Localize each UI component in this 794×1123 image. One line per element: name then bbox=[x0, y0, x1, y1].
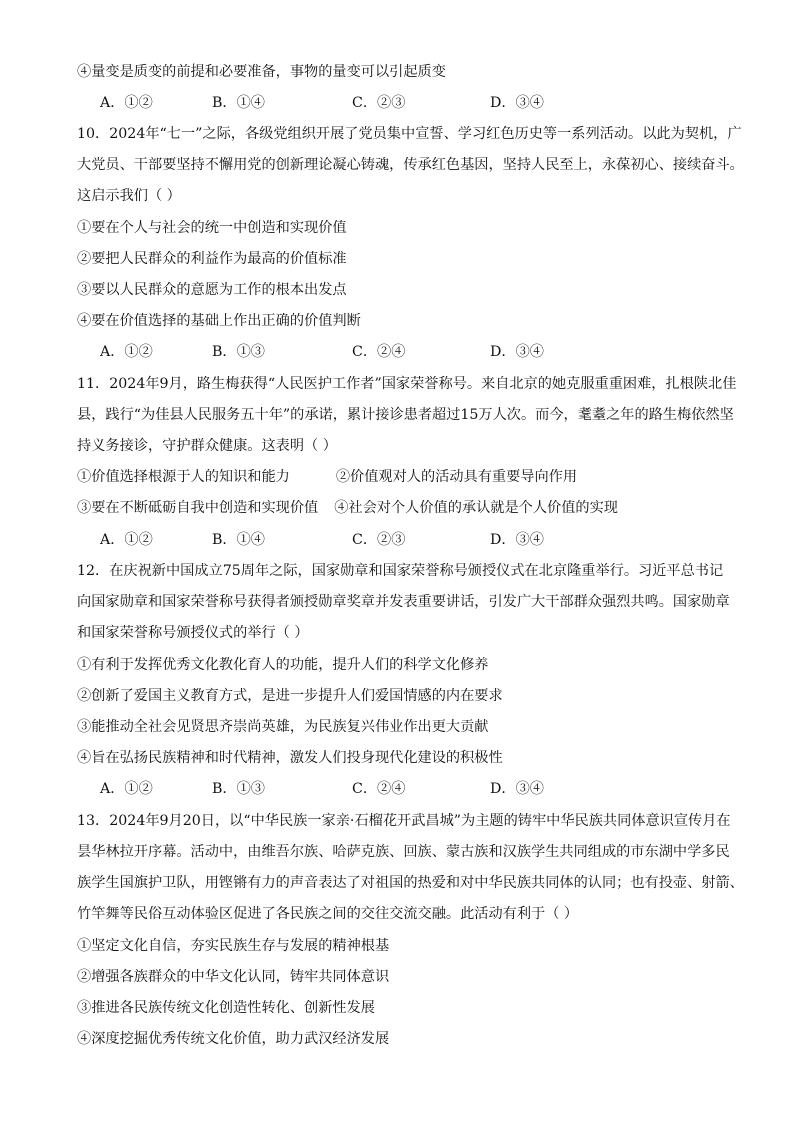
option-b[interactable]: B．①④ bbox=[212, 95, 265, 111]
q12-stem-line-2: 向国家勋章和国家荣誉称号获得者颁授勋章奖章并发表重要讲话，引发广大干部群众强烈共鸣。国家勋章 bbox=[77, 594, 730, 610]
q12-stem-line-3: 和国家荣誉称号颁授仪式的举行（ ） bbox=[77, 625, 309, 641]
q10-item-4: ④要在价值选择的基础上作出正确的价值判断 bbox=[77, 313, 361, 329]
q11-items-row-2 bbox=[77, 498, 618, 518]
option-a[interactable]: A．①② bbox=[100, 532, 153, 548]
option-b[interactable]: B．①③ bbox=[212, 781, 265, 797]
q13-item-4: ④深度挖掘优秀传统文化价值，助力武汉经济发展 bbox=[77, 1031, 390, 1047]
q11-stem-line-1: 11．2024年9月，路生梅获得“人民医护工作者”国家荣誉称号。来自北京的她克服重重困难，扎根陕北佳 bbox=[77, 376, 737, 392]
q10-stem-line-1: 10．2024年“七一”之际，各级党组织开展了党员集中宣誓、学习红色历史等一系列活动。以此为契机，广 bbox=[77, 126, 742, 142]
q11-item-3: ③要在不断砥砺自我中创造和实现价值 bbox=[77, 500, 319, 516]
q13-item-2: ②增强各族群众的中华文化认同，铸牢共同体意识 bbox=[77, 969, 390, 985]
q12-options bbox=[100, 779, 700, 799]
option-d[interactable]: D．③④ bbox=[490, 781, 544, 797]
option-c[interactable]: C．②④ bbox=[352, 344, 406, 360]
q11-item-2: ②价值观对人的活动具有重要导向作用 bbox=[335, 469, 578, 485]
q12-item-1: ①有利于发挥优秀文化教化育人的功能，提升人们的科学文化修养 bbox=[77, 657, 489, 673]
option-d[interactable]: D．③④ bbox=[490, 95, 544, 111]
prev-question-options bbox=[100, 93, 700, 113]
q12-item-4: ④旨在弘扬民族精神和时代精神，激发人们投身现代化建设的积极性 bbox=[77, 750, 503, 766]
q11-stem-line-2: 县，践行“为佳县人民服务五十年”的承诺，累计接诊患者超过15万人次。而今，耄耋之年的路生梅依然坚 bbox=[77, 407, 734, 423]
q13-item-3: ③推进各民族传统文化创造性转化、创新性发展 bbox=[77, 1000, 375, 1016]
q11-item-4: ④社会对个人价值的承认就是个人价值的实现 bbox=[334, 500, 618, 516]
q11-items-row-1 bbox=[77, 467, 577, 487]
q12-stem-line-1: 12．在庆祝新中国成立75周年之际，国家勋章和国家荣誉称号颁授仪式在北京隆重举行。习近平总书记 bbox=[77, 563, 724, 579]
q11-item-1: ①价值选择根源于人的知识和能力 bbox=[77, 469, 290, 485]
q13-stem-line-3: 族学生国旗护卫队，用铿锵有力的声音表达了对祖国的热爱和对中华民族共同体的认同；也有投壶、射箭、 bbox=[77, 875, 744, 891]
q10-item-2: ②要把人民群众的利益作为最高的价值标准 bbox=[77, 251, 347, 267]
option-c[interactable]: C．②④ bbox=[352, 781, 406, 797]
q13-stem-line-2: 昙华林拉开序幕。活动中，由维吾尔族、哈萨克族、回族、蒙古族和汉族学生共同组成的市东湖中学多民 bbox=[77, 844, 730, 860]
q13-item-1: ①坚定文化自信，夯实民族生存与发展的精神根基 bbox=[77, 938, 390, 954]
option-a[interactable]: A．①② bbox=[100, 781, 153, 797]
option-d[interactable]: D．③④ bbox=[490, 344, 544, 360]
option-d[interactable]: D．③④ bbox=[490, 532, 544, 548]
q10-options bbox=[100, 342, 700, 362]
q11-stem-line-3: 持义务接诊，守护群众健康。这表明（ ） bbox=[77, 438, 337, 454]
q10-stem-line-2: 大党员、干部要坚持不懈用党的创新理论凝心铸魂，传承红色基因，坚持人民至上，永葆初心、接续奋斗。 bbox=[77, 157, 744, 173]
q12-item-2: ②创新了爱国主义教育方式，是进一步提升人们爱国情感的内在要求 bbox=[77, 688, 503, 704]
q10-stem-line-3: 这启示我们（ ） bbox=[77, 188, 181, 204]
prev-question-item-4: ④量变是质变的前提和必要准备，事物的量变可以引起质变 bbox=[77, 64, 446, 80]
q13-stem-line-1: 13．2024年9月20日，以“中华民族一家亲·石榴花开武昌城”为主题的铸牢中华民族共同体意识宣传月在 bbox=[77, 813, 731, 829]
option-b[interactable]: B．①④ bbox=[212, 532, 265, 548]
option-b[interactable]: B．①③ bbox=[212, 344, 265, 360]
q10-item-3: ③要以人民群众的意愿为工作的根本出发点 bbox=[77, 282, 347, 298]
q13-stem-line-4: 竹竿舞等民俗互动体验区促进了各民族之间的交往交流交融。此活动有利于（ ） bbox=[77, 906, 579, 922]
option-a[interactable]: A．①② bbox=[100, 95, 153, 111]
option-a[interactable]: A．①② bbox=[100, 344, 153, 360]
q12-item-3: ③能推动全社会见贤思齐崇尚英雄，为民族复兴伟业作出更大贡献 bbox=[77, 719, 489, 735]
option-c[interactable]: C．②③ bbox=[352, 532, 406, 548]
q10-item-1: ①要在个人与社会的统一中创造和实现价值 bbox=[77, 220, 347, 236]
option-c[interactable]: C．②③ bbox=[352, 95, 406, 111]
q11-options bbox=[100, 530, 700, 550]
